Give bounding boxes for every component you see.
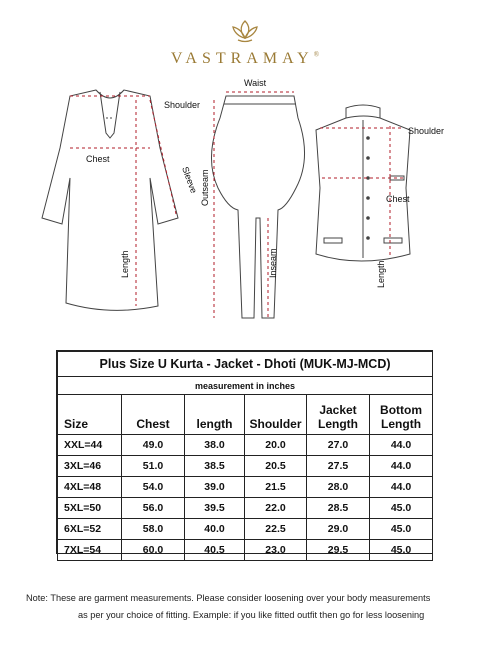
jacket-length-cell: 29.0	[307, 519, 370, 540]
jacket-buttons	[366, 136, 370, 240]
note-line-1: Note: These are garment measurements. Please consider loosening over your body measurements	[26, 593, 431, 603]
shoulder-cell: 22.0	[245, 498, 307, 519]
lotus-logo-icon	[230, 18, 260, 44]
table-title: Plus Size U Kurta - Jacket - Dhoti (MUK-MJ-MCD)	[58, 352, 433, 377]
size-cell: 6XL=52	[58, 519, 122, 540]
bottom-length-cell: 45.0	[370, 540, 433, 561]
header-jacket-length: Jacket Length	[307, 395, 370, 435]
table-subtitle: measurement in inches	[58, 377, 433, 395]
brand-name: VASTRAMAY®	[170, 50, 320, 67]
header-bottom-length: Bottom Length	[370, 395, 433, 435]
chest-cell: 49.0	[122, 435, 185, 456]
measurement-diagram	[0, 78, 490, 348]
size-cell: 3XL=46	[58, 456, 122, 477]
kurta-sleeve-label: Sleeve	[180, 165, 199, 195]
kurta-shoulder-label: Shoulder	[164, 100, 201, 110]
table-row	[58, 456, 433, 477]
bottom-length-cell: 44.0	[370, 435, 433, 456]
jacket-length-label: Length	[376, 260, 386, 288]
kurta-illustration	[42, 90, 178, 310]
dhoti-outseam-label: Outseam	[200, 169, 210, 206]
size-chart-table	[56, 350, 433, 554]
chest-cell: 56.0	[122, 498, 185, 519]
shoulder-cell: 21.5	[245, 477, 307, 498]
table-row	[58, 519, 433, 540]
length-cell: 38.0	[185, 435, 245, 456]
note-line-2: as per your choice of fitting. Example: if you like fitted outfit then go for less loosening	[78, 610, 425, 620]
chest-cell: 54.0	[122, 477, 185, 498]
jacket-length-cell: 29.5	[307, 540, 370, 561]
bottom-length-cell: 45.0	[370, 498, 433, 519]
jacket-length-cell: 28.5	[307, 498, 370, 519]
table-row	[58, 540, 433, 561]
jacket-shoulder-label: Shoulder	[408, 126, 445, 136]
header-length: length	[185, 395, 245, 435]
chest-cell: 58.0	[122, 519, 185, 540]
jacket-chest-label: Chest	[386, 194, 410, 204]
chest-cell: 60.0	[122, 540, 185, 561]
bottom-length-cell: 44.0	[370, 456, 433, 477]
jacket-length-cell: 28.0	[307, 477, 370, 498]
table-row	[58, 477, 433, 498]
length-cell: 40.0	[185, 519, 245, 540]
dhoti-illustration	[211, 96, 304, 318]
size-cell: 7XL=54	[58, 540, 122, 561]
bottom-length-cell: 45.0	[370, 519, 433, 540]
table-row	[58, 498, 433, 519]
length-cell: 39.5	[185, 498, 245, 519]
dhoti-inseam-label: Inseam	[268, 248, 278, 278]
header-shoulder: Shoulder	[245, 395, 307, 435]
length-cell: 39.0	[185, 477, 245, 498]
table-row	[58, 435, 433, 456]
jacket-length-cell: 27.0	[307, 435, 370, 456]
header-size: Size	[58, 395, 122, 435]
kurta-chest-label: Chest	[86, 154, 110, 164]
shoulder-cell: 23.0	[245, 540, 307, 561]
size-cell: XXL=44	[58, 435, 122, 456]
size-cell: 5XL=50	[58, 498, 122, 519]
jacket-length-cell: 27.5	[307, 456, 370, 477]
header-chest: Chest	[122, 395, 185, 435]
measurement-note	[26, 590, 466, 624]
bottom-length-cell: 44.0	[370, 477, 433, 498]
kurta-length-label: Length	[120, 250, 130, 278]
size-cell: 4XL=48	[58, 477, 122, 498]
shoulder-cell: 22.5	[245, 519, 307, 540]
brand-logo	[0, 18, 490, 67]
chest-cell: 51.0	[122, 456, 185, 477]
dhoti-waist-label: Waist	[244, 78, 267, 88]
length-cell: 40.5	[185, 540, 245, 561]
length-cell: 38.5	[185, 456, 245, 477]
shoulder-cell: 20.5	[245, 456, 307, 477]
shoulder-cell: 20.0	[245, 435, 307, 456]
